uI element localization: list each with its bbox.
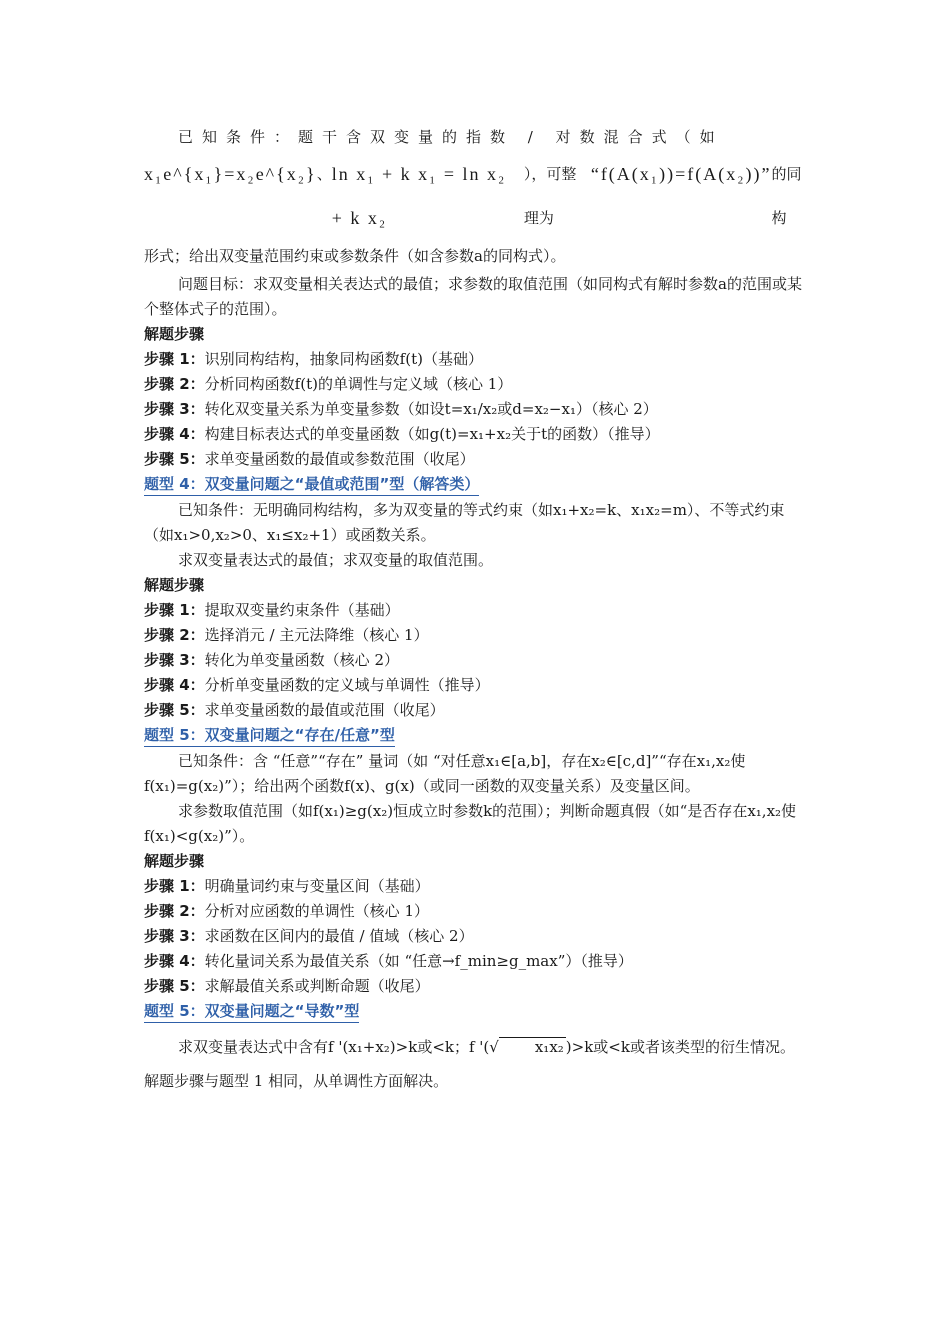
type5a-step: 步骤 4：转化量词关系为最值关系（如 “任意→f_min≥g_max”）（推导）: [144, 952, 633, 970]
type4-step: 步骤 4：分析单变量函数的定义域与单调性（推导）: [144, 676, 490, 694]
section1-step: 步骤 4：构建目标表达式的单变量函数（如g(t)=x₁+x₂关于t的函数）（推导）: [144, 425, 660, 443]
type4-step: 步骤 2：选择消元 / 主元法降维（核心 1）: [144, 626, 429, 644]
type5a-step: 步骤 2：分析对应函数的单调性（核心 1）: [144, 902, 429, 920]
type5a-step: 步骤 5：求解最值关系或判断命题（收尾）: [144, 977, 430, 995]
type4-title: 题型 4：双变量问题之“最值或范围”型（解答类）: [144, 473, 479, 496]
type4-heading: 解题步骤: [144, 576, 205, 594]
section1-step: 步骤 1：识别同构结构，抽象同构函数f(t)（基础）: [144, 350, 483, 368]
type4-goal: 求双变量表达式的最值；求双变量的取值范围。: [178, 551, 494, 569]
radical-icon: √: [489, 1038, 499, 1056]
type5b-last: 解题步骤与题型 1 相同，从单调性方面解决。: [144, 1072, 449, 1090]
radicand: x₁x₂: [499, 1037, 566, 1056]
type4-step: 步骤 3：转化为单变量函数（核心 2）: [144, 651, 399, 669]
type5a-goal: 求参数取值范围（如f(x₁)≥g(x₂)恒成立时参数k的范围）；判断命题真假（如“是否存在x₁,x₂使f(x₁)<g(x₂)”）。: [144, 802, 797, 845]
type4-step: 步骤 1：提取双变量约束条件（基础）: [144, 601, 400, 619]
type5a-known: 已知条件：含 “任意”“存在” 量词（如 “对任意x₁∈[a,b]，存在x₂∈[c,d]”“存在x₁,x₂使f(x₁)=g(x₂)”）；给出两个函数f(x)、g(x)（或同一函数的双变量关系）及变量区间。: [144, 752, 746, 795]
section1-heading: 解题步骤: [144, 325, 205, 343]
document-content: [144, 122, 808, 1094]
problem-goal: 问题目标：求双变量相关表达式的最值；求参数的取值范围（如同构式有解时参数a的范围或某个整体式子的范围）。: [144, 275, 802, 318]
section1-step: 步骤 5：求单变量函数的最值或参数范围（收尾）: [144, 450, 475, 468]
known-conditions-line: 已知条件：题干含双变量的指数 / 对数混合式（如: [178, 128, 724, 146]
equation-exp: x₁e^{x₁}=x₂e^{x₂}: [144, 164, 317, 184]
section1-step: 步骤 2：分析同构函数f(t)的单调性与定义域（核心 1）: [144, 375, 513, 393]
type5a-step: 步骤 3：求函数在区间内的最值 / 值域（核心 2）: [144, 927, 474, 945]
type5b-title: 题型 5：双变量问题之“导数”型: [144, 1000, 359, 1023]
intro-line3: 形式；给出双变量范围约束或参数条件（如含参数a的同构式）。: [144, 247, 566, 265]
type5a-step: 步骤 1：明确量词约束与变量区间（基础）: [144, 877, 430, 895]
section1-step: 步骤 3：转化双变量关系为单变量参数（如设t=x₁/x₂或d=x₂−x₁）（核心 2）: [144, 400, 658, 418]
type5a-title: 题型 5：双变量问题之“存在/任意”型: [144, 724, 395, 747]
type4-step: 步骤 5：求单变量函数的最值或范围（收尾）: [144, 701, 445, 719]
equation-ln: ln x₁ + k x₁ = ln x₂ + k x₂: [331, 164, 507, 228]
isomorphic-equations-line: x₁e^{x₁}=x₂e^{x₂} 、 ln x₁ + k x₁ = ln x₂ + k x₂ ），可整理为 “f(A(x₁))=f(A(x₂))” 的同构: [144, 152, 808, 240]
type4-known: 已知条件：无明确同构结构，多为双变量的等式约束（如x₁+x₂=k、x₁x₂=m）、不等式约束（如x₁>0,x₂>0、x₁≤x₂+1）或函数关系。: [144, 501, 785, 544]
type5b-desc: 求双变量表达式中含有f '(x₁+x₂)>k或<k；f '(√ x₁x₂ )>k或<k或者该类型的衍生情况。: [178, 1038, 795, 1056]
type5a-heading: 解题步骤: [144, 852, 205, 870]
equation-form: “f(A(x₁))=f(A(x₂))”: [590, 164, 772, 184]
